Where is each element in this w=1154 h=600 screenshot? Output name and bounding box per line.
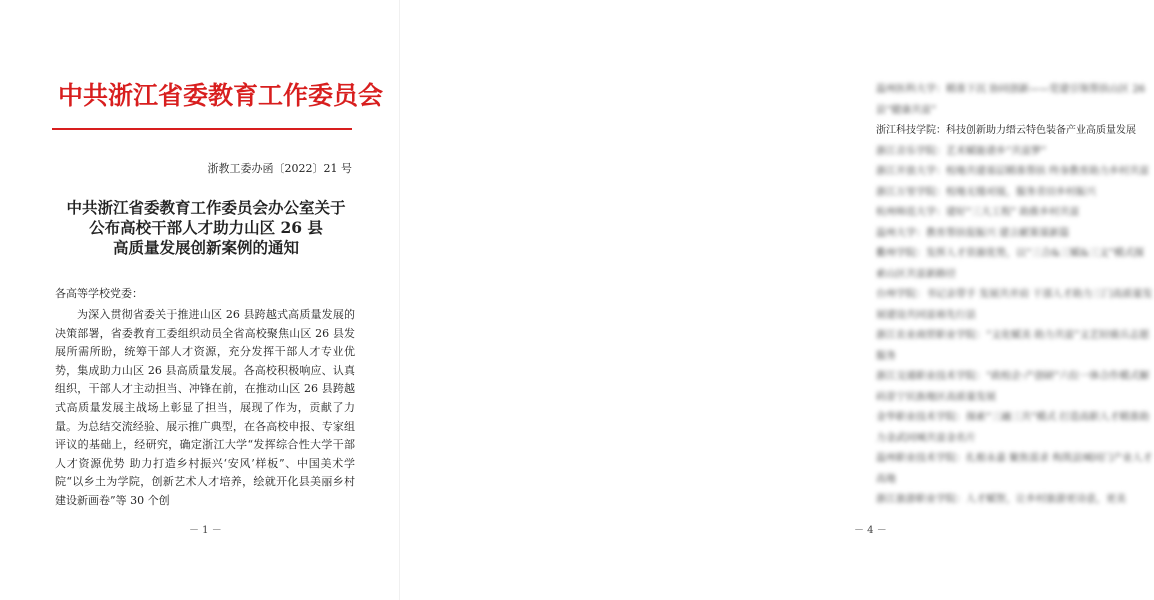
list-item: 浙江农业商贸职业学院：“文化赋美 助力共富”文艺轻骑兵志愿服务: [876, 330, 1150, 362]
masthead-title: 中共浙江省委教育工作委员会: [58, 81, 384, 110]
notice-title-line: 高质量发展创新案例的通知: [112, 238, 299, 257]
salutation: 各高等学校党委：: [55, 287, 143, 300]
notice-title: [56, 198, 356, 258]
list-item: 台州学院：书记亲带手 发展共并肩 干部人才助力三门高质量发展建设共同富裕先行县: [876, 289, 1153, 321]
red-divider-line: [52, 128, 352, 130]
list-item: 浙江交通职业技术学院：“政校企·产创研”六位一体合作模式解码景宁民族地区高质量发展: [876, 371, 1150, 403]
list-item: 浙江旅游职业学院：人才赋智，让乡村旅游更诗意，更美: [876, 494, 1126, 505]
page-right: [400, 0, 1153, 600]
document-number: 浙教工委办函〔2022〕21 号: [207, 162, 352, 175]
list-item: 温州医科大学：精准下沉 协同创新——党建引领帮扶山区 26 县“健康共富”: [876, 84, 1146, 116]
page-left: [0, 0, 400, 600]
list-item: 浙江音乐学院：艺术赋能谱乡“共富梦”: [876, 145, 1047, 157]
list-item: 浙江万里学院：校地无缝对接，服务青田乡村振兴: [876, 186, 1096, 198]
notice-title-line: 公布高校干部人才助力山区 26 县: [89, 218, 323, 237]
list-item: 衢州学院：发挥人才资源优势，以“三合&三赋&三文”模式探索山区共富新路径: [876, 248, 1145, 280]
notice-title-line: 中共浙江省委教育工作委员会办公室关于: [66, 198, 346, 217]
body-paragraph-text: 为深入贯彻省委关于推进山区 26 县跨越式高质量发展的决策部署，省委教育工委组织动员全省高校聚焦山区 26 县发展所需所盼，统筹干部人才资源，充分发挥干部人才专业优势，集成助力山区 26 县高质量发展。各高校积极响应、认真组织，干部人才主动担当、冲锋在前，在推动山区 26 县跨越式高质量发展主战场上彰显了担当，展现了作为，贡献了力量。为总结交流经验、展示推广典型，在各高校申报、专家组评议的基础上，经研究，确定浙江大学“发挥综合性大学干部人才资源优势 助力打造乡村振兴‘安风’样板”、中国美术学院“以乡土为学院，创新艺术人才培养，绘就开化县美丽乡村建设新画卷”等 30 个创: [55, 308, 355, 507]
list-item: 温州职业技术学院：扎根永嘉 聚焦需求 构筑县城同门产业人才高地: [876, 453, 1153, 485]
body-paragraph: [55, 306, 355, 511]
page-number: － 1 －: [189, 525, 222, 536]
page-number: － 4 －: [854, 525, 887, 536]
case-list: [854, 80, 1154, 511]
list-item: 杭州师范大学：建好“三大工程” 助推乡村共富: [876, 207, 1080, 218]
list-item: 金华职业技术学院：探索“三融三共”模式 打造高职人才精准助力金武同城共富金名片: [876, 412, 1150, 444]
list-item: 温州大学：教育帮扶促振兴 建言献策谋新篇: [876, 227, 1070, 239]
list-item: 浙江开放大学：校地共建基层精准帮扶 终身教育助力乡村共富: [876, 166, 1150, 177]
list-item: 浙江科技学院：科技创新助力缙云特色装备产业高质量发展: [876, 125, 1136, 136]
